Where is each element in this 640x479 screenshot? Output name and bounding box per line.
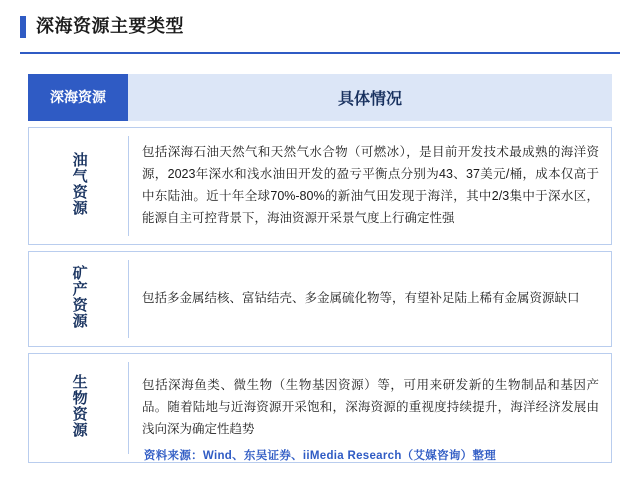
- row-category-oil-gas: [28, 127, 128, 245]
- row-description-mineral: [128, 251, 612, 347]
- title-divider: [20, 52, 620, 54]
- row-category-label: 油气资源: [70, 151, 88, 216]
- page-title-row: [0, 0, 640, 46]
- row-category-label: 生物资源: [70, 373, 88, 438]
- row-category-mineral: [28, 251, 128, 347]
- source-note: 资料来源：Wind、东吴证券、iiMedia Research（艾媒咨询）整理: [143, 450, 497, 462]
- title-accent-bar: [20, 16, 26, 38]
- row-description-text: 包括深海石油天然气和天然气水合物（可燃冰），是目前开发技术最成熟的海洋资源，2023年深水和浅水油田开发的盈亏平衡点分别为43、37美元/桶，成本仅高于中东陆油。近十年全球70%-80%的新油气田发现于海洋，其中2/3集中于深水区，能源自主可控背景下，海油资源开采景气度上行确定性强: [142, 145, 599, 225]
- page-title: 深海资源主要类型: [36, 16, 184, 37]
- table-row: [28, 127, 612, 245]
- resource-table: [28, 68, 612, 469]
- column-header-resource: 深海资源: [28, 74, 128, 121]
- row-description-text: 包括多金属结核、富钴结壳、多金属硫化物等，有望补足陆上稀有金属资源缺口: [142, 291, 580, 306]
- column-header-details: 具体情况: [128, 74, 612, 121]
- table-row: [28, 251, 612, 347]
- row-description-oil-gas: [128, 127, 612, 245]
- resource-table-wrapper: [28, 68, 612, 469]
- table-header-row: [28, 74, 612, 121]
- row-category-label: 矿产资源: [70, 264, 88, 329]
- row-description-text: 包括深海鱼类、微生物（生物基因资源）等，可用来研发新的生物制品和基因产品。随着陆地与近海资源开采饱和，深海资源的重视度持续提升，海洋经济发展由浅向深为确定性趋势: [142, 378, 599, 436]
